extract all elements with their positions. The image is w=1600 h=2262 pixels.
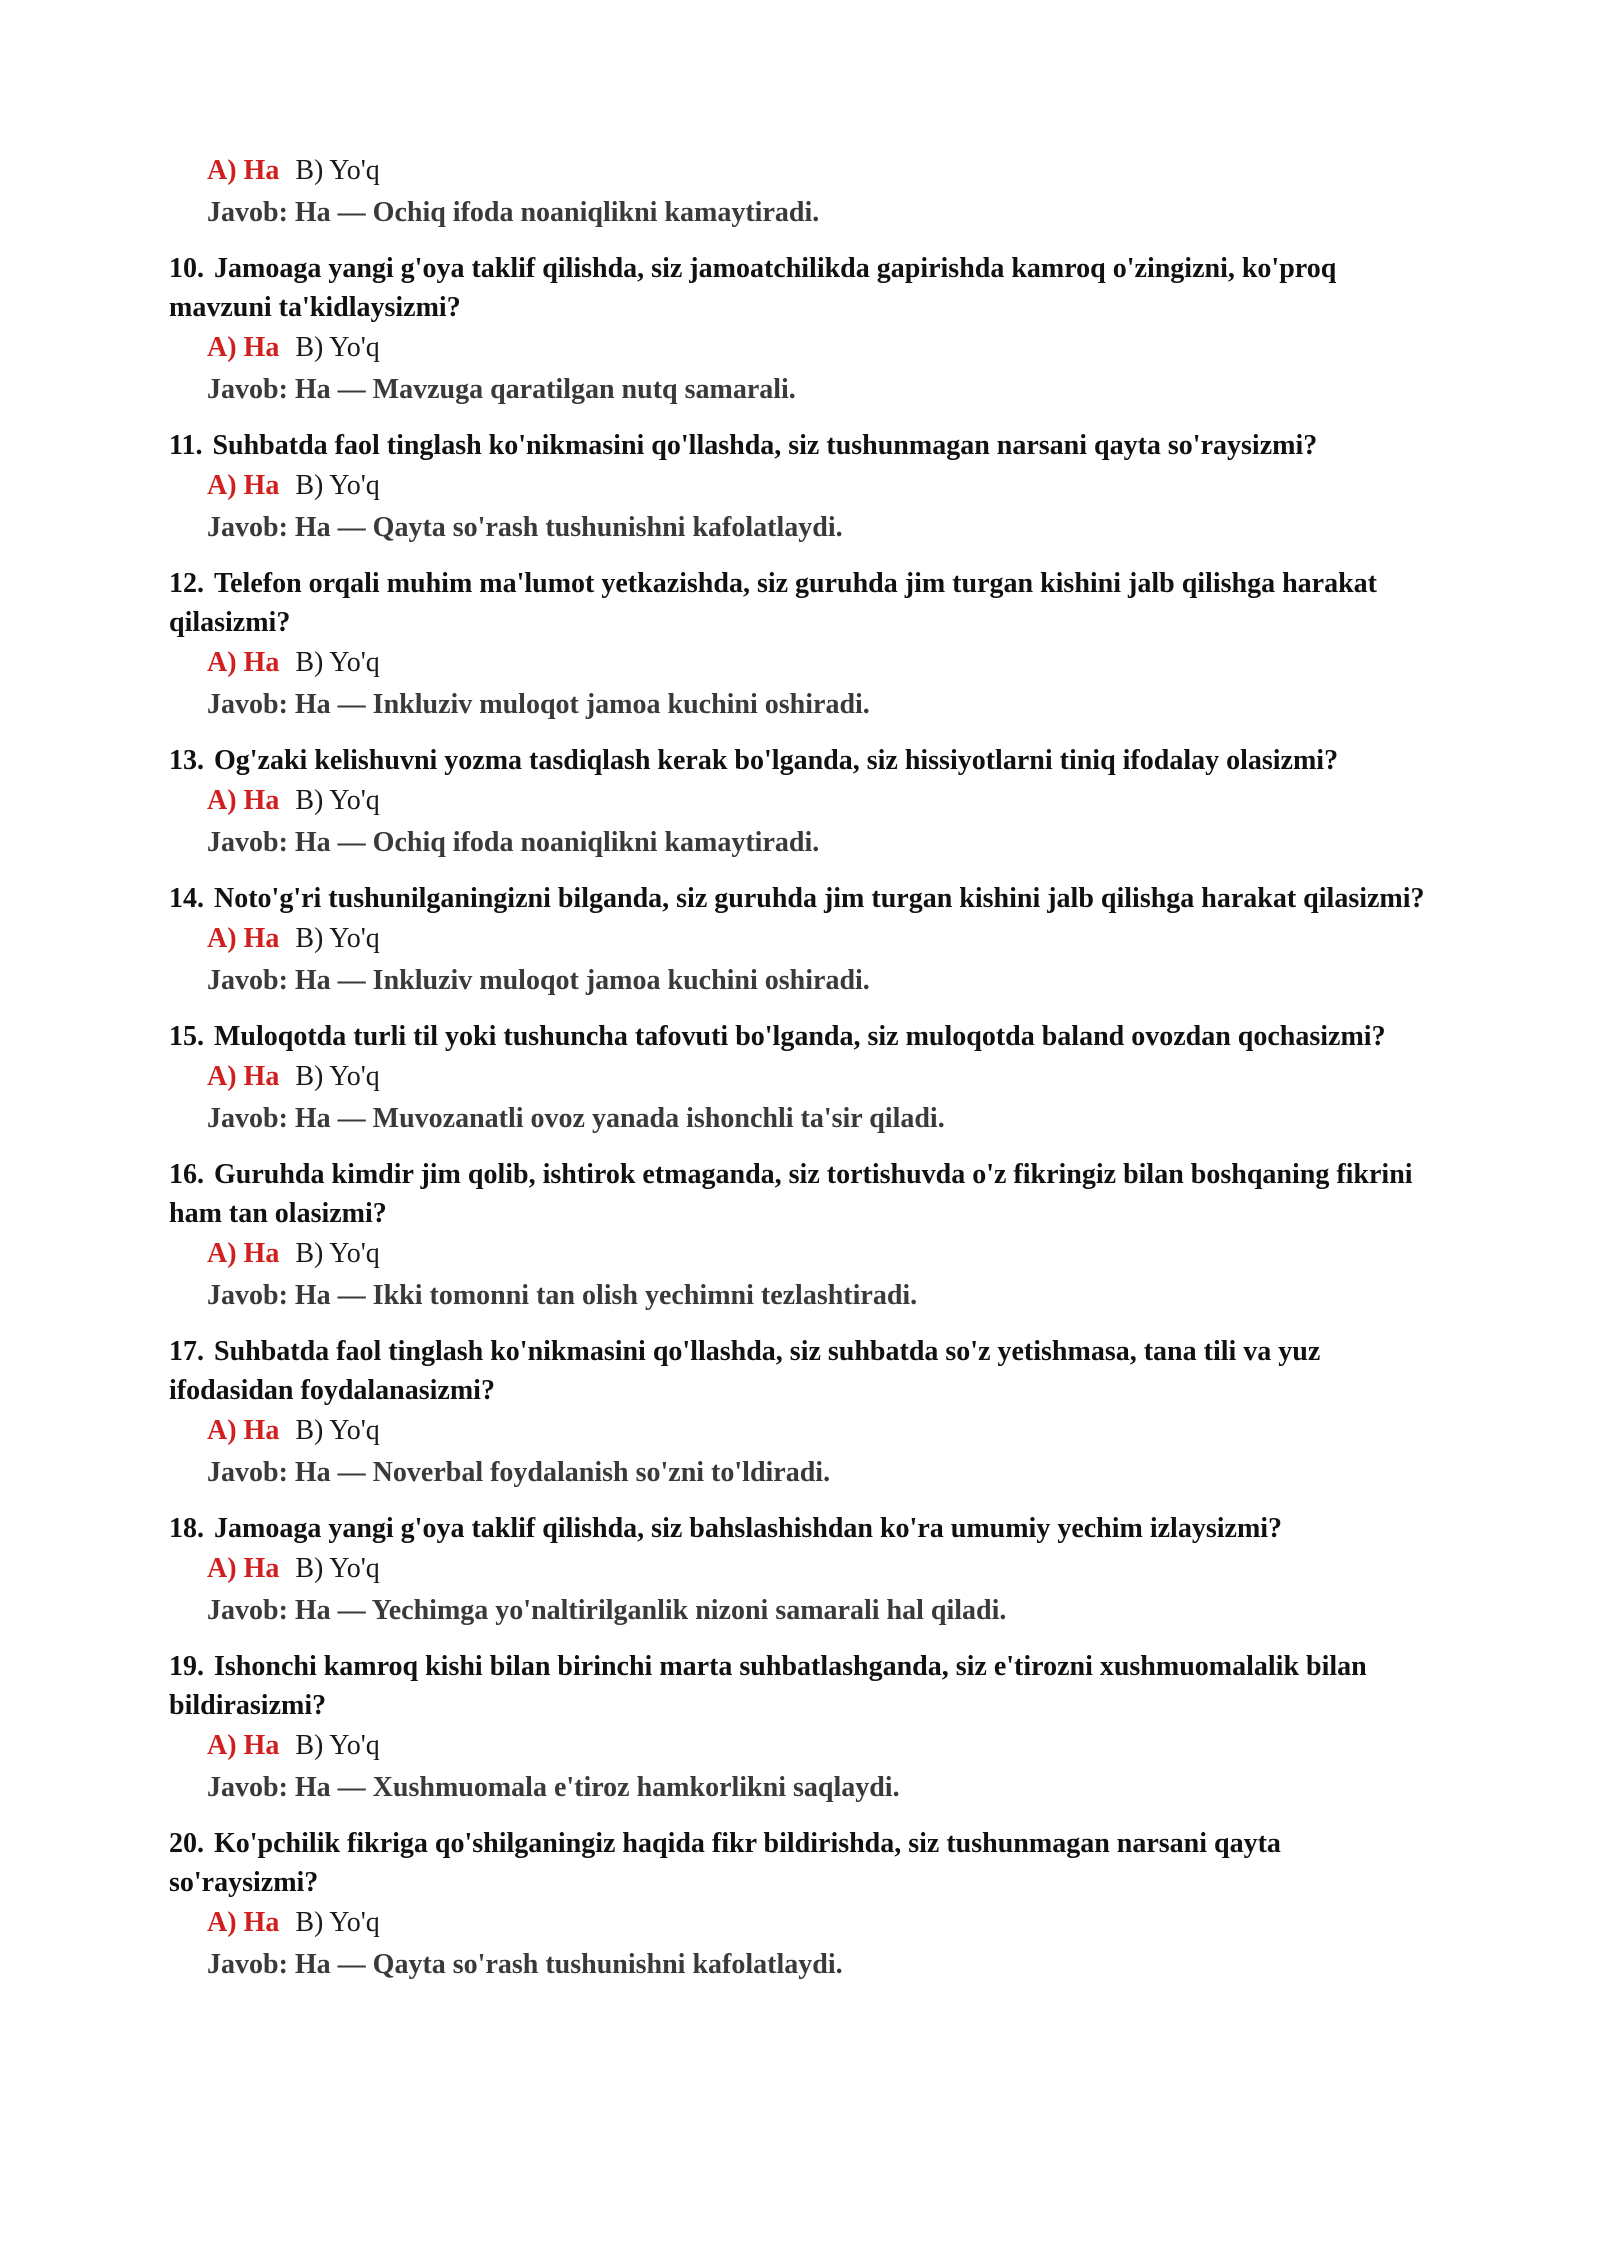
options-16 — [207, 1233, 1431, 1275]
answer-14: Javob: Ha — Inkluziv muloqot jamoa kuchini oshiradi. — [207, 965, 870, 996]
intro-answer: Javob: Ha — Ochiq ifoda noaniqlikni kamaytiradi. — [207, 197, 820, 228]
question-text: Guruhda kimdir jim qolib, ishtirok etmaganda, siz tortishuvda o'z fikringiz bilan boshqaning fikrini ham tan olasizmi? — [169, 1159, 1413, 1229]
intro-options — [207, 150, 1431, 192]
answer-18: Javob: Ha — Yechimga yo'naltirilganlik nizoni samarali hal qiladi. — [207, 1595, 1007, 1626]
question-number: 12. — [169, 568, 204, 599]
options-10 — [207, 327, 1431, 369]
option-a: A) Ha — [207, 1553, 280, 1584]
question-text: Muloqotda turli til yoki tushuncha tafovuti bo'lganda, siz muloqotda baland ovozdan qochasizmi? — [214, 1021, 1386, 1052]
question-number: 18. — [169, 1513, 204, 1544]
question-text: Noto'g'ri tushunilganingizni bilganda, siz guruhda jim turgan kishini jalb qilishga harakat qilasizmi? — [214, 883, 1425, 914]
question-10 — [169, 249, 1431, 327]
answer-17: Javob: Ha — Noverbal foydalanish so'zni to'ldiradi. — [207, 1457, 831, 1488]
option-a: A) Ha — [207, 1730, 280, 1761]
question-number: 15. — [169, 1021, 204, 1052]
question-number: 14. — [169, 883, 204, 914]
option-b: B) Yo'q — [295, 332, 380, 363]
options-13 — [207, 780, 1431, 822]
option-b: B) Yo'q — [295, 647, 380, 678]
question-text: Ishonchi kamroq kishi bilan birinchi marta suhbatlashganda, siz e'tirozni xushmuomalalik bilan bildirasizmi? — [169, 1651, 1367, 1721]
question-15 — [169, 1017, 1431, 1056]
option-a: A) Ha — [207, 332, 280, 363]
answer-15: Javob: Ha — Muvozanatli ovoz yanada ishonchli ta'sir qiladi. — [207, 1103, 945, 1134]
option-a: A) Ha — [207, 470, 280, 501]
answer-10: Javob: Ha — Mavzuga qaratilgan nutq samarali. — [207, 374, 796, 405]
option-b: B) Yo'q — [295, 923, 380, 954]
question-text: Suhbatda faol tinglash ko'nikmasini qo'llashda, siz tushunmagan narsani qayta so'raysizmi? — [212, 430, 1318, 461]
options-15 — [207, 1056, 1431, 1098]
question-text: Ko'pchilik fikriga qo'shilganingiz haqida fikr bildirishda, siz tushunmagan narsani qayta so'raysizmi? — [169, 1828, 1281, 1898]
answer-11: Javob: Ha — Qayta so'rash tushunishni kafolatlaydi. — [207, 512, 843, 543]
question-number: 11. — [169, 430, 203, 461]
answer-13: Javob: Ha — Ochiq ifoda noaniqlikni kamaytiradi. — [207, 827, 820, 858]
answer-20: Javob: Ha — Qayta so'rash tushunishni kafolatlaydi. — [207, 1949, 843, 1980]
question-text: Og'zaki kelishuvni yozma tasdiqlash kerak bo'lganda, siz hissiyotlarni tiniq ifodalay olasizmi? — [214, 745, 1339, 776]
option-b: B) Yo'q — [295, 1061, 380, 1092]
question-number: 17. — [169, 1336, 204, 1367]
question-19 — [169, 1647, 1431, 1725]
question-14 — [169, 879, 1431, 918]
option-b: B) Yo'q — [295, 1238, 380, 1269]
option-b: B) Yo'q — [295, 1553, 380, 1584]
question-text: Jamoaga yangi g'oya taklif qilishda, siz bahslashishdan ko'ra umumiy yechim izlaysizmi? — [214, 1513, 1283, 1544]
options-19 — [207, 1725, 1431, 1767]
option-a: A) Ha — [207, 785, 280, 816]
answer-16: Javob: Ha — Ikki tomonni tan olish yechimni tezlashtiradi. — [207, 1280, 918, 1311]
options-14 — [207, 918, 1431, 960]
option-a: A) Ha — [207, 923, 280, 954]
question-20 — [169, 1824, 1431, 1902]
options-17 — [207, 1410, 1431, 1452]
question-13 — [169, 741, 1431, 780]
question-16 — [169, 1155, 1431, 1233]
options-20 — [207, 1902, 1431, 1944]
question-text: Suhbatda faol tinglash ko'nikmasini qo'llashda, siz suhbatda so'z yetishmasa, tana tili va yuz ifodasidan foydalanasizmi? — [169, 1336, 1321, 1406]
question-number: 16. — [169, 1159, 204, 1190]
question-11 — [169, 426, 1431, 465]
option-b: B) Yo'q — [295, 1907, 380, 1938]
question-number: 20. — [169, 1828, 204, 1859]
answer-19: Javob: Ha — Xushmuomala e'tiroz hamkorlikni saqlaydi. — [207, 1772, 900, 1803]
option-a: A) Ha — [207, 1907, 280, 1938]
question-number: 13. — [169, 745, 204, 776]
options-12 — [207, 642, 1431, 684]
option-a: A) Ha — [207, 647, 280, 678]
option-a: A) Ha — [207, 1238, 280, 1269]
option-a: A) Ha — [207, 1415, 280, 1446]
question-18 — [169, 1509, 1431, 1548]
option-b: B) Yo'q — [295, 1415, 380, 1446]
option-b: B) Yo'q — [295, 785, 380, 816]
option-b: B) Yo'q — [295, 155, 380, 186]
question-number: 10. — [169, 253, 204, 284]
question-text: Jamoaga yangi g'oya taklif qilishda, siz jamoatchilikda gapirishda kamroq o'zingizni, ko'proq mavzuni ta'kidlaysizmi? — [169, 253, 1337, 323]
options-11 — [207, 465, 1431, 507]
question-12 — [169, 564, 1431, 642]
question-text: Telefon orqali muhim ma'lumot yetkazishda, siz guruhda jim turgan kishini jalb qilishga harakat qilasizmi? — [169, 568, 1377, 638]
option-a: A) Ha — [207, 155, 280, 186]
document-page — [169, 150, 1431, 1986]
option-a: A) Ha — [207, 1061, 280, 1092]
answer-12: Javob: Ha — Inkluziv muloqot jamoa kuchini oshiradi. — [207, 689, 870, 720]
question-17 — [169, 1332, 1431, 1410]
option-b: B) Yo'q — [295, 470, 380, 501]
options-18 — [207, 1548, 1431, 1590]
question-number: 19. — [169, 1651, 204, 1682]
option-b: B) Yo'q — [295, 1730, 380, 1761]
